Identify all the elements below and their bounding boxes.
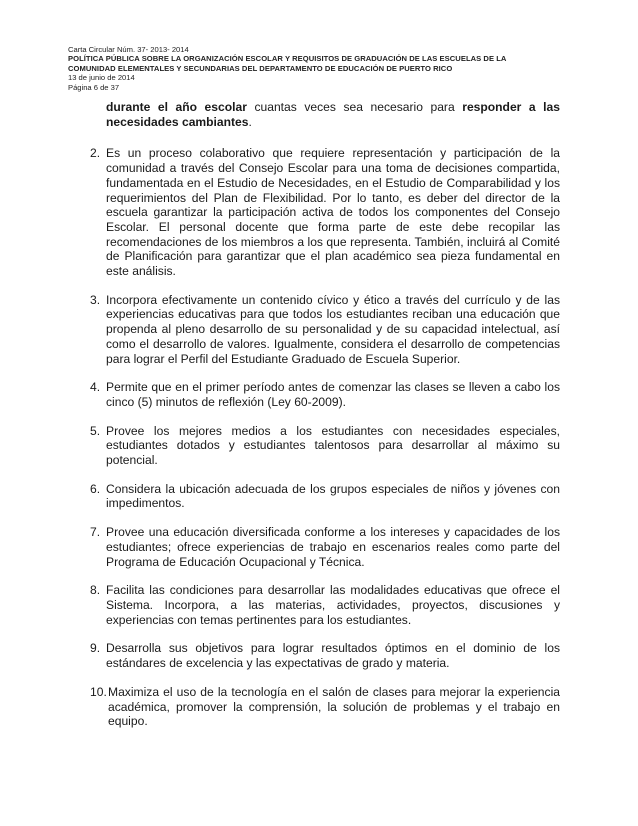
circular-number: Carta Circular Núm. 37- 2013- 2014 <box>68 45 189 54</box>
document-date: 13 de junio de 2014 <box>68 73 135 83</box>
list-item-number: 5. <box>90 423 101 438</box>
continued-paragraph <box>106 100 560 129</box>
list-item <box>90 146 560 278</box>
list-item-number: 3. <box>90 292 101 307</box>
list-item <box>90 380 560 409</box>
list-item-text: Incorpora efectivamente un contenido cívico y ético a través del currículo y de las experiencias educativas para que todos los estudiantes reciban una educación que propenda al pleno desarrollo de su personalidad y de su capacidad intelectual, así como el desarrollo de valores. Igualmente, considera el desarrollo de competencias para lograr el Perfil del Estudiante Graduado de Escuela Superior. <box>106 292 560 366</box>
list-item-number: 7. <box>90 525 101 540</box>
page-number: Página 6 de 37 <box>68 82 120 92</box>
list-item <box>90 482 560 511</box>
policy-title-line-1: POLÍTICA PÚBLICA SOBRE LA ORGANIZACIÓN ESCOLAR Y REQUISITOS DE GRADUACIÓN DE LAS ESCUELAS DE LA <box>68 54 507 64</box>
intro-bold-1: durante el año escolar <box>106 100 247 114</box>
list-item <box>90 583 560 627</box>
list-item-number: 4. <box>90 380 101 395</box>
list-item-text: Provee una educación diversificada conforme a los intereses y capacidades de los estudiantes; ofrece experiencias de trabajo en escenarios reales como parte del Programa de Educación Ocupacional y Técnica. <box>106 525 560 569</box>
list-item <box>90 293 560 367</box>
list-item-number: 9. <box>90 641 101 656</box>
list-item <box>90 685 560 729</box>
list-item <box>90 424 560 468</box>
intro-text-1: cuantas veces sea necesario para <box>246 100 463 114</box>
document-body <box>90 100 560 743</box>
list-item-text: Facilita las condiciones para desarrollar las modalidades educativas que ofrece el Sistema. Incorpora, a las materias, actividades, proyectos, discusiones y experiencias con temas pertinentes para los estudiantes. <box>106 583 560 627</box>
list-item-number: 2. <box>90 146 101 161</box>
list-item-text: Permite que en el primer período antes de comenzar las clases se lleven a cabo los cinco (5) minutos de reflexión (Ley 60-2009). <box>106 380 560 409</box>
list-item-number: 6. <box>90 481 101 496</box>
list-item-text: Maximiza el uso de la tecnología en el salón de clases para mejorar la experiencia académica, promover la comprensión, la solución de problemas y el trabajo en equipo. <box>108 684 560 729</box>
list-item-text: Provee los mejores medios a los estudiantes con necesidades especiales, estudiantes dotados y estudiantes talentosos para desarrollar al máximo su potencial. <box>106 423 560 468</box>
list-item-number: 10. <box>90 684 107 699</box>
page-header <box>68 45 608 92</box>
list-item-text: Es un proceso colaborativo que requiere representación y participación de la comunidad a través del Consejo Escolar para una toma de decisiones compartida, fundamentada en el Estudio de Necesidades, en el Estudio de Comparabilidad y los requerimientos del Plan de Flexibilidad. Por lo tanto, es deber del director de la escuela garantizar la participación activa de todos los componentes del Consejo Escolar. El personal docente que forma parte de este debe recopilar las recomendaciones de los miembros a los que representa. También, incluirá al Comité de Planificación para garantizar que el plan académico sea pieza fundamental en este análisis. <box>106 146 560 279</box>
list-item-text: Desarrolla sus objetivos para lograr resultados óptimos en el dominio de los estándares de excelencia y las expectativas de grado y materia. <box>106 641 560 671</box>
list-item <box>90 525 560 569</box>
list-item <box>90 641 560 670</box>
intro-end: . <box>248 114 252 129</box>
policy-title-line-2: COMUNIDAD ELEMENTALES Y SECUNDARIAS DEL DEPARTAMENTO DE EDUCACIÓN DE PUERTO RICO <box>68 63 453 73</box>
list-item-text: Considera la ubicación adecuada de los grupos especiales de niños y jóvenes con impedimentos. <box>106 481 560 511</box>
list-item-number: 8. <box>90 583 101 598</box>
intro-bold-2: responder a las necesidades cambiantes <box>106 100 560 129</box>
